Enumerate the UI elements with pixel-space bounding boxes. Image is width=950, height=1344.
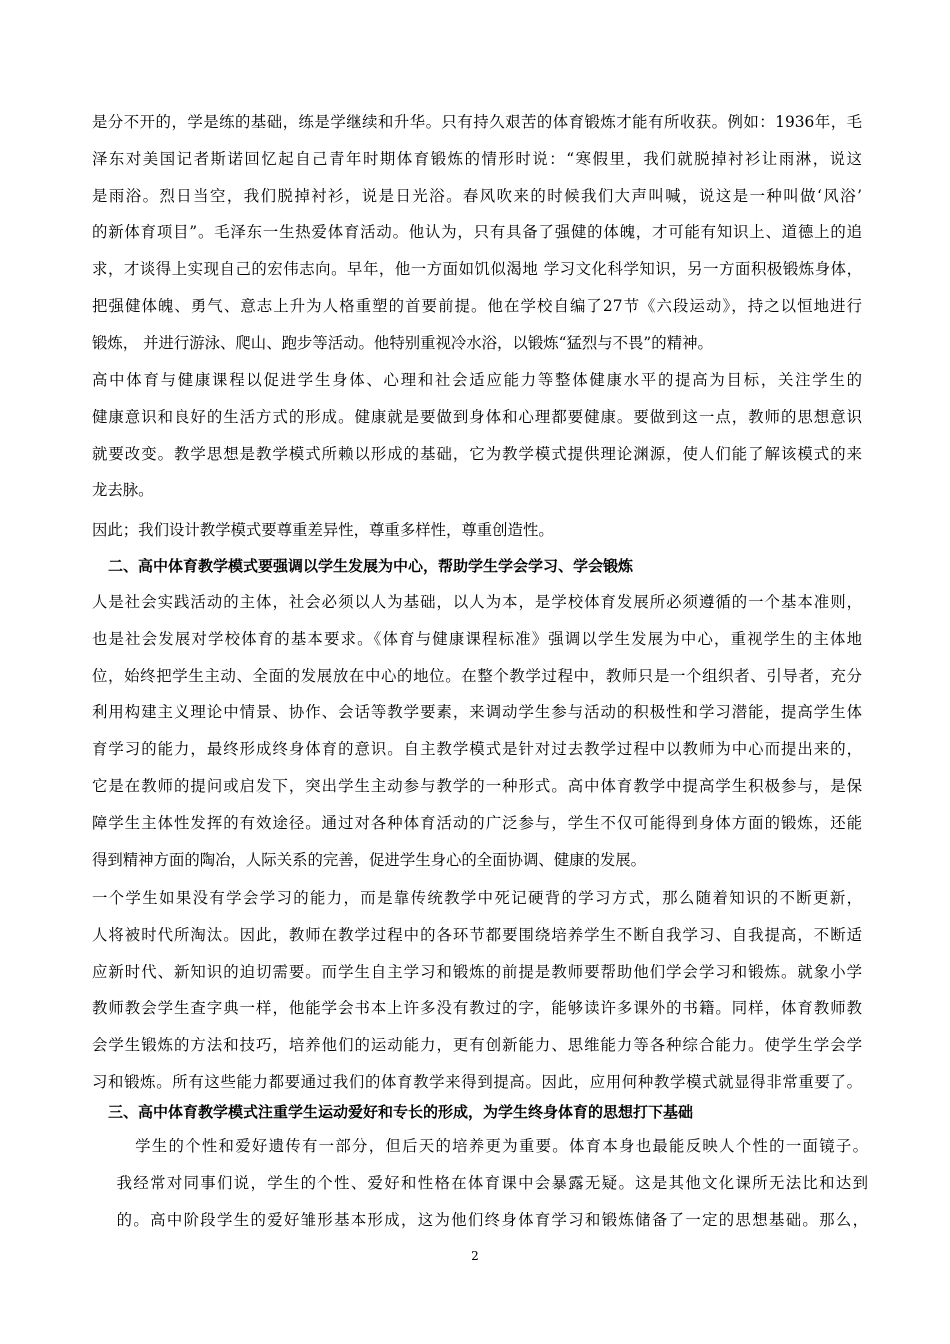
text-line: 是分不开的，学是练的基础，练是学继续和升华。只有持久艰苦的体育锻炼才能有所收获。例如：1936年，毛	[92, 113, 862, 131]
text-line: 健康意识和良好的生活方式的形成。健康就是要做到身体和心理都要健康。要做到这一点，教师的思想意识	[92, 407, 862, 426]
section-heading-3: 三、高中体育教学模式注重学生运动爱好和专长的形成，为学生终身体育的思想打下基础	[108, 1103, 694, 1121]
text-line: 人是社会实践活动的主体，社会必须以人为基础，以人为本，是学校体育发展所必须遵循的一个基本准则，	[92, 593, 862, 611]
paragraph-learning-ability	[92, 880, 862, 1101]
text-line: 习和锻炼。所有这些能力都要通过我们的体育教学来得到提高。因此，应用何种教学模式就显得非常重要了。	[92, 1072, 862, 1091]
text-line: 高中体育与健康课程以促进学生身体、心理和社会适应能力等整体健康水平的提高为目标，关注学生的	[92, 371, 862, 389]
text-line: 也是社会发展对学校体育的基本要求。《体育与健康课程标准》强调以学生发展为中心，重视学生的主体地	[92, 629, 862, 648]
text-line: 它是在教师的提问或启发下，突出学生主动参与教学的一种形式。高中体育教学中提高学生积极参与，是保	[92, 776, 862, 795]
text-line: 把强健体魄、勇气、意志上升为人格重塑的首要前提。他在学校自编了27节《六段运动》，持之以恒地进行	[92, 296, 862, 315]
text-line: 教师教会学生查字典一样，他能学会书本上许多没有教过的字，能够读许多课外的书籍。同样，体育教师教	[92, 999, 862, 1018]
text-line: 就要改变。教学思想是教学模式所赖以形成的基础，它为教学模式提供理论渊源，使人们能了解该模式的来	[92, 444, 862, 463]
text-line: 学生的个性和爱好遗传有一部分，但后天的培养更为重要。体育本身也最能反映人个性的一面镜子。	[98, 1137, 868, 1155]
section-heading-2: 二、高中体育教学模式要强调以学生发展为中心，帮助学生学会学习、学会锻炼	[108, 557, 634, 575]
paragraph-mao-exercise	[92, 104, 862, 362]
text-line: 会学生锻炼的方法和技巧，培养他们的运动能力，更有创新能力、思维能力等各种综合能力。使学生学会学	[92, 1036, 862, 1055]
text-line: 因此；我们设计教学模式要尊重差异性，尊重多样性，尊重创造性。	[92, 521, 554, 539]
text-line: 人将被时代所淘汰。因此，教师在教学过程中的各环节都要围绕培养学生不断自我学习、自我提高，不断适	[92, 925, 862, 944]
paragraph-health-course	[92, 362, 862, 509]
text-line: 龙去脉。	[92, 481, 154, 500]
text-line: 求，才谈得上实现自己的宏伟志向。早年，他一方面如饥似渴地 学习文化科学知识，另一方面积极锻炼身体，	[92, 260, 862, 279]
text-line: 一个学生如果没有学会学习的能力，而是靠传统教学中死记硬背的学习方式，那么随着知识的不断更新，	[92, 889, 862, 907]
text-line: 得到精神方面的陶冶，人际关系的完善，促进学生身心的全面协调、健康的发展。	[92, 850, 647, 869]
text-line: 的。高中阶段学生的爱好雏形基本形成，这为他们终身体育学习和锻炼储备了一定的思想基础。那么，	[98, 1210, 868, 1229]
page-number: 2	[471, 1249, 479, 1263]
paragraph-personality	[98, 1128, 868, 1238]
text-line: 锻炼， 并进行游泳、爬山、跑步等活动。他特别重视冷水浴，以锻炼“猛烈与不畏”的精神。	[92, 333, 713, 352]
text-line: 应新时代、新知识的迫切需要。而学生自主学习和锻炼的前提是教师要帮助他们学会学习和锻炼。就象小学	[92, 962, 862, 981]
paragraph-student-centered	[92, 584, 862, 878]
text-line: 育学习的能力，最终形成终身体育的意识。自主教学模式是针对过去教学过程中以教师为中心而提出来的，	[92, 740, 862, 759]
text-line: 的新体育项目”。毛泽东一生热爱体育活动。他认为，只有具备了强健的体魄，才可能有知识上、道德上的追	[92, 223, 862, 242]
text-line: 我经常对同事们说，学生的个性、爱好和性格在体育课中会暴露无疑。这是其他文化课所无法比和达到	[98, 1173, 868, 1192]
text-line: 利用构建主义理论中情景、协作、会话等教学要素，来调动学生参与活动的积极性和学习潜能，提高学生体	[92, 703, 862, 722]
text-line: 障学生主体性发挥的有效途径。通过对各种体育活动的广泛参与，学生不仅可能得到身体方面的锻炼，还能	[92, 813, 862, 832]
paragraph-therefore	[92, 512, 862, 549]
text-line: 位，始终把学生主动、全面的发展放在中心的地位。在整个教学过程中，教师只是一个组织者、引导者，充分	[92, 666, 862, 685]
text-line: 泽东对美国记者斯诺回忆起自己青年时期体育锻炼的情形时说：“寒假里，我们就脱掉衬衫让雨淋，说这	[92, 149, 862, 168]
text-line: 是雨浴。烈日当空，我们脱掉衬衫，说是日光浴。春风吹来的时候我们大声叫喊，说这是一种叫做‘风浴’	[92, 186, 862, 205]
